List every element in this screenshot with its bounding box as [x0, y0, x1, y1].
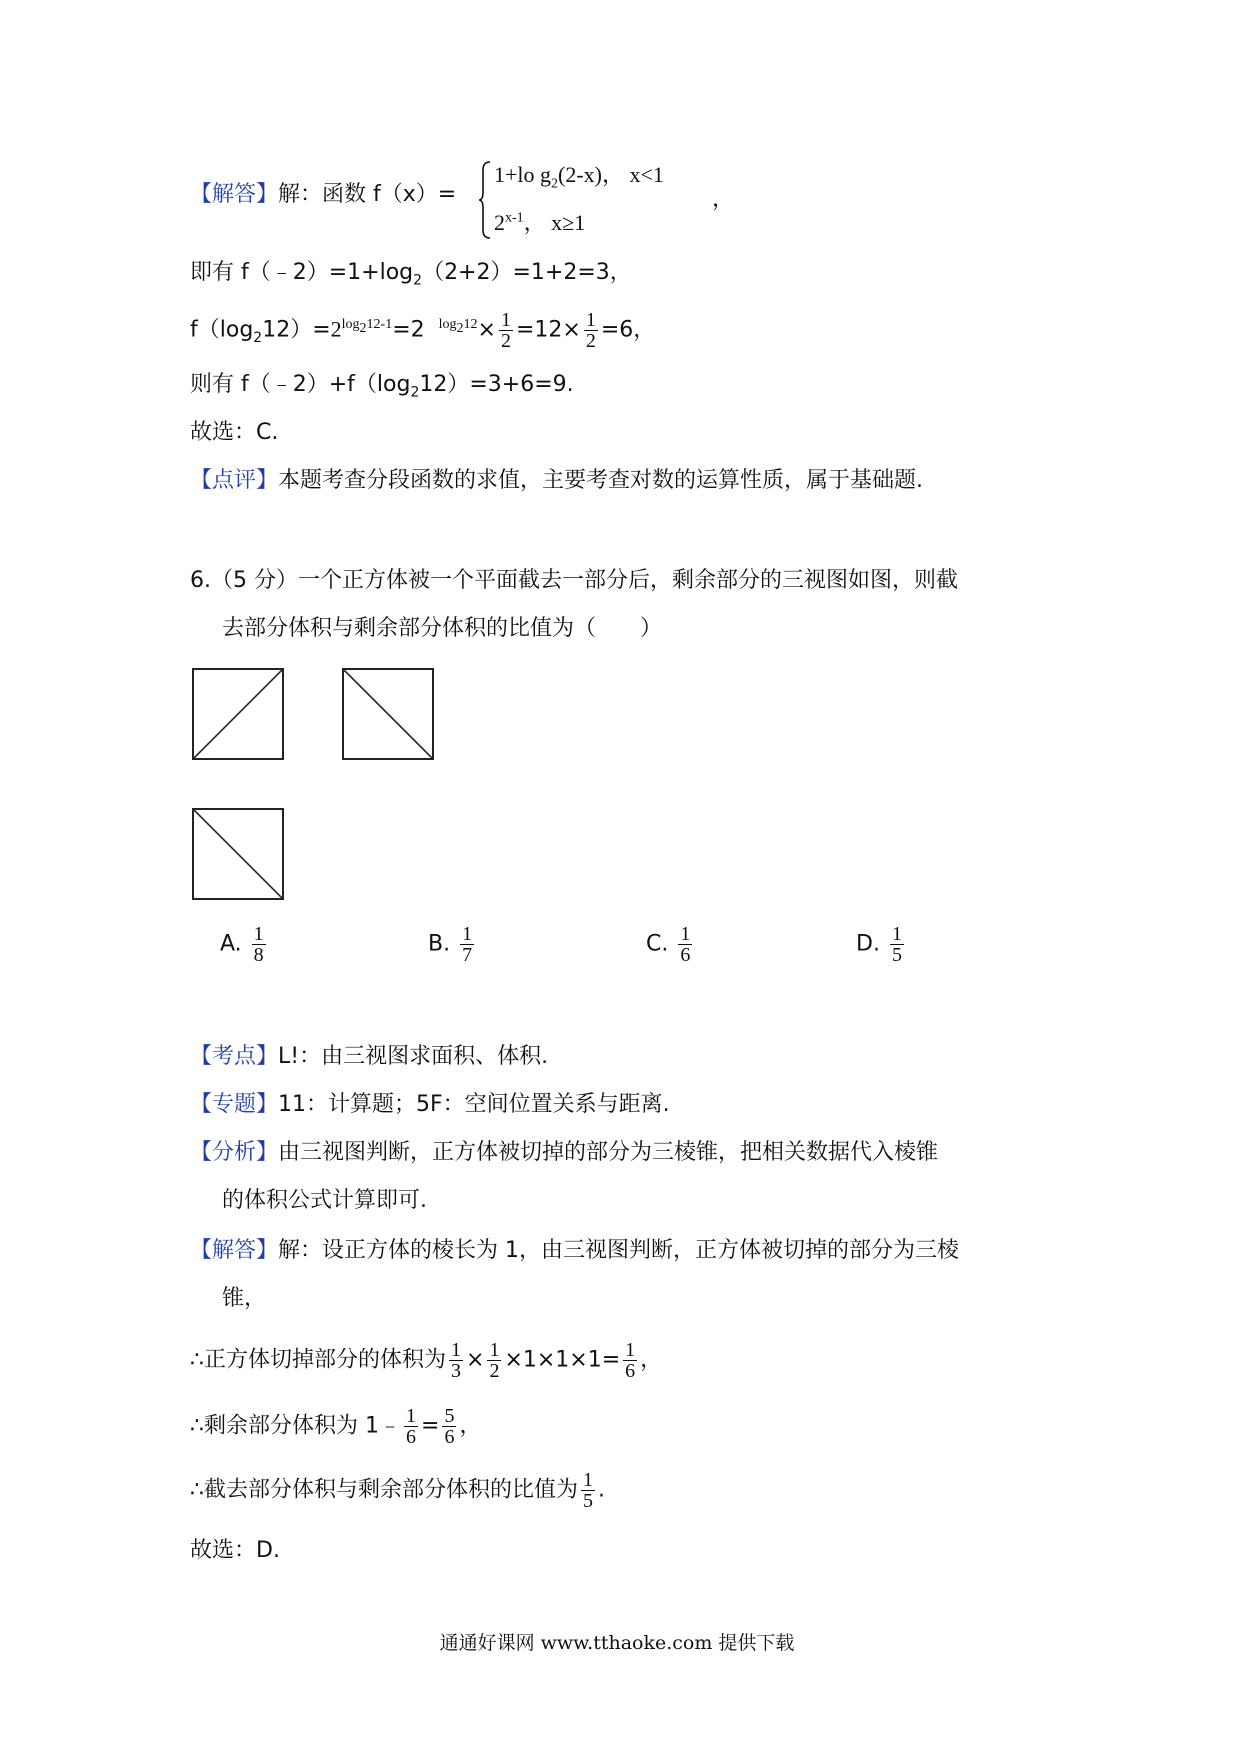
option-d[interactable] — [856, 924, 907, 965]
line3-sub: 2 — [410, 384, 420, 401]
line2-e-rest: 12 — [463, 317, 478, 333]
fraction — [487, 1340, 501, 1381]
fraction — [449, 1340, 463, 1381]
fraction-den: 5 — [583, 1490, 593, 1512]
option-label: C. — [646, 931, 669, 957]
line2-f: × — [477, 317, 496, 343]
piecewise-brace — [478, 160, 492, 240]
q6-calc-line-3 — [190, 1470, 605, 1511]
line2-j: =6， — [600, 317, 656, 343]
fraction — [581, 1470, 595, 1511]
case2-base: 2 — [494, 210, 505, 235]
sol5-answer-line — [190, 180, 456, 210]
fraction — [584, 310, 598, 351]
jieda-text-1: 解：设正方体的棱长为 1，由三视图判断，正方体被切掉的部分为三棱 — [278, 1238, 960, 1263]
option-b[interactable] — [428, 924, 477, 965]
q6-stem-line-2: 去部分体积与剩余部分体积的比值为（ ） — [222, 616, 663, 641]
q6-jieda-line-2: 锥， — [222, 1286, 267, 1311]
fraction-den: 3 — [451, 1360, 461, 1382]
sol5-line-3 — [190, 370, 574, 407]
top-view-diagonal — [194, 810, 282, 898]
piecewise-end: ， — [712, 186, 735, 211]
side-view-diagonal — [344, 670, 432, 758]
option-a[interactable] — [220, 924, 269, 965]
fenxi-text-1: 由三视图判断，正方体被切掉的部分为三棱锥，把相关数据代入棱锥 — [278, 1140, 939, 1165]
fraction — [442, 1406, 456, 1447]
front-view — [192, 668, 284, 760]
line1-sub: 2 — [413, 272, 423, 289]
line1-rest: （2+2）=1+2=3， — [422, 260, 632, 285]
option-fraction — [678, 924, 692, 965]
line2-e: log — [438, 317, 457, 333]
comment-tag: 【点评】 — [190, 468, 279, 493]
sol5-line-1 — [190, 258, 632, 295]
line2-e-sub: 2 — [456, 320, 464, 336]
fraction-den: 6 — [680, 944, 691, 966]
line2-a-sub: 2 — [253, 329, 263, 346]
fraction-num: 1 — [253, 923, 264, 945]
fraction-den: 8 — [253, 944, 264, 966]
fraction-num: 1 — [583, 1469, 593, 1491]
option-label: A. — [220, 931, 242, 957]
fraction-num: 1 — [680, 923, 691, 945]
q6-calc-line-2 — [190, 1406, 481, 1447]
fraction-den: 6 — [625, 1360, 636, 1382]
calc2-b: = — [421, 1413, 440, 1439]
option-fraction — [890, 924, 904, 965]
fraction-num: 1 — [625, 1339, 636, 1361]
fraction-num: 1 — [462, 923, 473, 945]
fraction — [404, 1406, 418, 1447]
answer-tag: 【解答】 — [190, 182, 279, 207]
comment-text: 本题考查分段函数的求值，主要考查对数的运算性质，属于基础题. — [278, 468, 924, 493]
line2-b: 12）= — [262, 317, 331, 343]
q6-calc-line-1 — [190, 1340, 662, 1381]
calc3-b: . — [598, 1477, 605, 1503]
calc2-a: ∴剩余部分体积为 1﹣ — [190, 1413, 401, 1439]
piecewise-case-2 — [494, 206, 585, 237]
top-view — [192, 808, 284, 900]
calc3-a: ∴截去部分体积与剩余部分体积的比值为 — [190, 1477, 578, 1503]
q6-jieda-line-1 — [190, 1236, 959, 1266]
line2-d: =2 — [392, 317, 425, 343]
line2-c-sup-rest: 12-1 — [366, 317, 393, 333]
fraction-num: 1 — [500, 309, 511, 331]
q6-kaodian — [190, 1042, 548, 1072]
line2-h: =12× — [515, 317, 581, 343]
option-fraction — [252, 924, 266, 965]
answer-text: 解：函数 f（x）= — [278, 182, 457, 207]
sol5-choice: 故选：C. — [190, 420, 279, 445]
fraction-num: 1 — [891, 923, 902, 945]
option-label: B. — [428, 931, 451, 957]
calc2-c: ， — [459, 1413, 482, 1439]
fraction-den: 2 — [585, 330, 596, 352]
q6-zhuanti — [190, 1090, 670, 1120]
fraction-num: 5 — [444, 1405, 455, 1427]
case2-rest: ， x≥1 — [523, 210, 586, 235]
fraction-num: 1 — [489, 1339, 500, 1361]
line3-text: 则有 f（﹣2）+f（log — [190, 372, 411, 397]
q6-stem-line-1: 6.（5 分）一个正方体被一个平面截去一部分后，剩余部分的三视图如图，则截 — [190, 568, 958, 593]
sol5-comment — [190, 466, 923, 496]
kaodian-tag: 【考点】 — [190, 1044, 279, 1069]
q6-fenxi-line-2: 的体积公式计算即可. — [222, 1188, 427, 1213]
fraction-den: 7 — [462, 944, 473, 966]
calc1-a: ∴正方体切掉部分的体积为 — [190, 1347, 446, 1373]
sol5-line-2 — [190, 310, 655, 353]
line2-c-sup: log — [341, 317, 360, 333]
calc1-b: × — [466, 1347, 485, 1373]
piecewise-case-1 — [494, 158, 664, 192]
fraction — [623, 1340, 637, 1381]
fenxi-tag: 【分析】 — [190, 1140, 279, 1165]
jieda-tag: 【解答】 — [190, 1238, 279, 1263]
option-label: D. — [856, 931, 880, 957]
line2-a: f（log — [190, 317, 254, 343]
q6-choice: 故选：D. — [190, 1538, 280, 1563]
fraction — [499, 310, 513, 351]
zhuanti-tag: 【专题】 — [190, 1092, 279, 1117]
case1-text: 1+lo g — [494, 162, 552, 187]
front-view-diagonal — [194, 670, 282, 758]
zhuanti-text: 11：计算题；5F：空间位置关系与距离. — [278, 1092, 670, 1117]
fraction-den: 2 — [500, 330, 511, 352]
case1-rest: (2-x)， x<1 — [558, 162, 664, 187]
option-c[interactable] — [646, 924, 695, 965]
kaodian-text: L!：由三视图求面积、体积. — [278, 1044, 549, 1069]
fraction-den: 6 — [444, 1426, 455, 1448]
line3-rest: 12）=3+6=9. — [419, 372, 574, 397]
fraction-den: 2 — [489, 1360, 500, 1382]
page-footer: 通通好课网 www.tthaoke.com 提供下载 — [439, 1632, 795, 1654]
side-view — [342, 668, 434, 760]
line2-c: 2 — [330, 316, 342, 342]
q6-fenxi-line-1 — [190, 1138, 938, 1168]
calc1-c: ×1×1×1= — [504, 1347, 621, 1373]
case2-sup: x-1 — [505, 210, 524, 226]
fraction-num: 1 — [406, 1405, 416, 1427]
fraction-den: 5 — [891, 944, 902, 966]
line1-text: 即有 f（﹣2）=1+log — [190, 260, 414, 285]
option-fraction — [460, 924, 474, 965]
fraction-num: 1 — [451, 1339, 461, 1361]
line2-c-sup-sub: 2 — [359, 320, 367, 336]
fraction-num: 1 — [585, 309, 596, 331]
fraction-den: 6 — [406, 1426, 416, 1448]
calc1-d: ， — [640, 1347, 663, 1373]
case1-sub: 2 — [551, 176, 559, 192]
